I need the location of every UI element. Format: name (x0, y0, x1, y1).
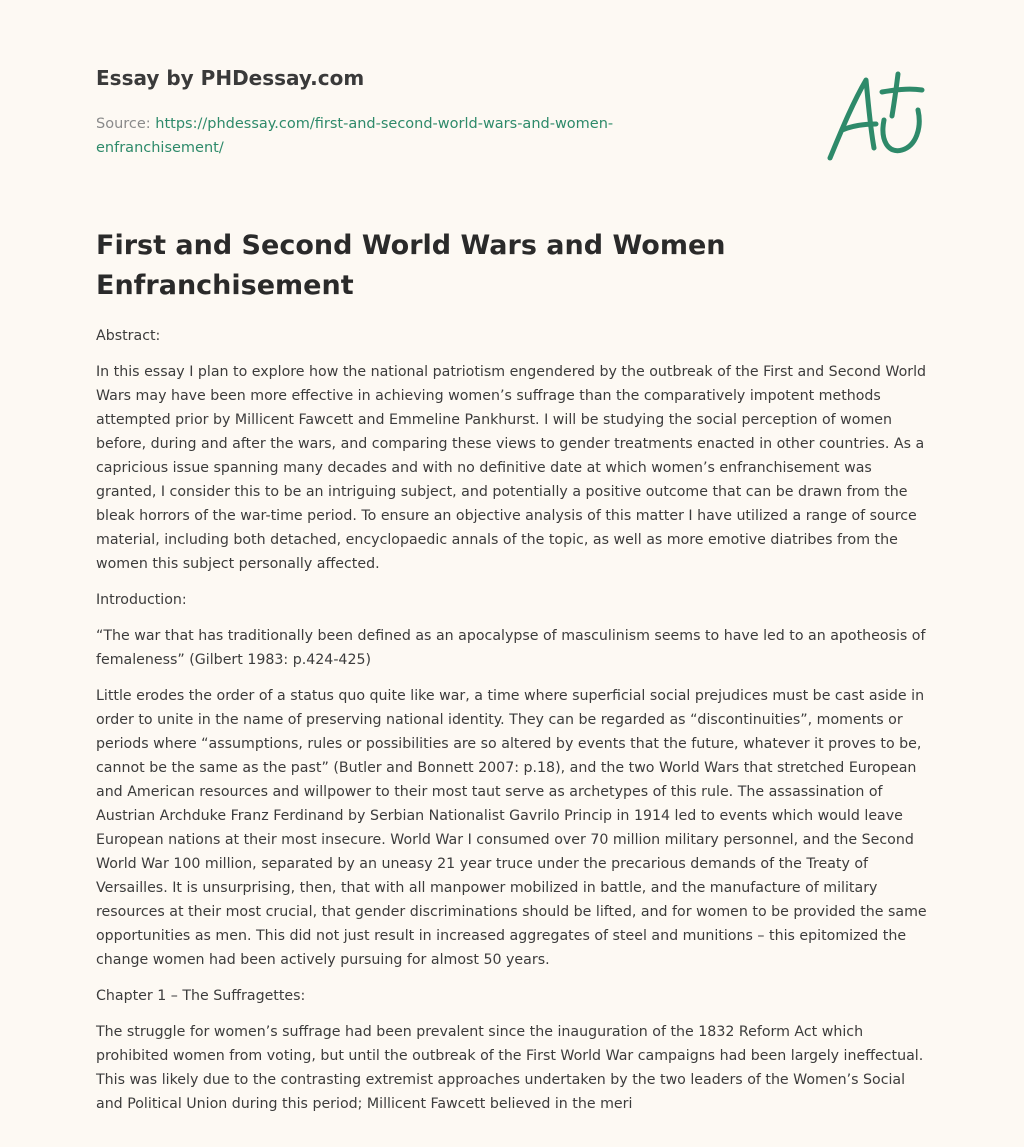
paragraph-chapter-heading: Chapter 1 – The Suffragettes: (96, 988, 306, 1004)
paragraph-abstract: In this essay I plan to explore how the national patriotism engendered by the outbreak of the First and Second World Wars may have been more effective in achieving women’s suffrage than the comparatively impotent methods attempted prior by Millicent Fawcett and Emmeline Pankhurst. I will be studying the social perception of women before, during and after the wars, and comparing these views to gender treatments enacted in other countries. As a capricious issue spanning many decades and with no definitive date at which women’s enfranchisement was granted, I consider this to be an intriguing subject, and potentially a positive outcome that can be drawn from the bleak horrors of the war-time period. To ensure an objective analysis of this matter I have utilized a range of source material, including both detached, encyclopaedic annals of the topic, as well as more emotive diatribes from the women this subject personally affected. (96, 364, 927, 572)
paragraph-quote: “The war that has traditionally been defined as an apocalypse of masculinism seems to have led to an apotheosis of femaleness” (Gilbert 1983: p.424-425) (96, 628, 926, 668)
site-title: Essay by PHDessay.com (96, 66, 365, 90)
document-body (96, 324, 932, 1128)
paragraph-introduction-heading: Introduction: (96, 592, 187, 608)
document-title: First and Second World Wars and Women Enfranchisement (96, 230, 726, 301)
paragraph-introduction: Little erodes the order of a status quo quite like war, a time where superficial social prejudices must be cast aside in order to unite in the name of preserving national identity. They can be regarded as “discontinuities”, moments or periods where “assumptions, rules or possibilities are so altered by events that the future, whatever it proves to be, cannot be the same as the past” (Butler and Bonnett 2007: p.18), and the two World Wars that stretched European and American resources and willpower to their most taut serve as archetypes of this rule. The assassination of Austrian Archduke Franz Ferdinand by Serbian Nationalist Gavrilo Princip in 1914 led to events which would leave European nations at their most insecure. World War I consumed over 70 million military personnel, and the Second World War 100 million, separated by an uneasy 21 year truce under the precarious demands of the Treaty of Versailles. It is unsurprising, then, that with all manpower mobilized in battle, and the manufacture of military resources at their most crucial, that gender discriminations should be lifted, and for women to be provided the same opportunities as men. This did not just result in increased aggregates of steel and munitions – this epitomized the change women had been actively pursuing for almost 50 years. (96, 688, 927, 968)
a-plus-grade-icon (826, 70, 930, 164)
source-line (96, 112, 656, 160)
source-link[interactable]: https://phdessay.com/first-and-second-world-wars-and-women-enfranchisement/ (96, 116, 614, 156)
paragraph-chapter-body: The struggle for women’s suffrage had been prevalent since the inauguration of the 1832 Reform Act which prohibited women from voting, but until the outbreak of the First World War campaigns had been largely ineffectual. This was likely due to the contrasting extremist approaches undertaken by the two leaders of the Women’s Social and Political Union during this period; Millicent Fawcett believed in the meri (96, 1024, 924, 1112)
source-label: Source: (96, 116, 156, 132)
paragraph-abstract-heading: Abstract: (96, 328, 161, 344)
